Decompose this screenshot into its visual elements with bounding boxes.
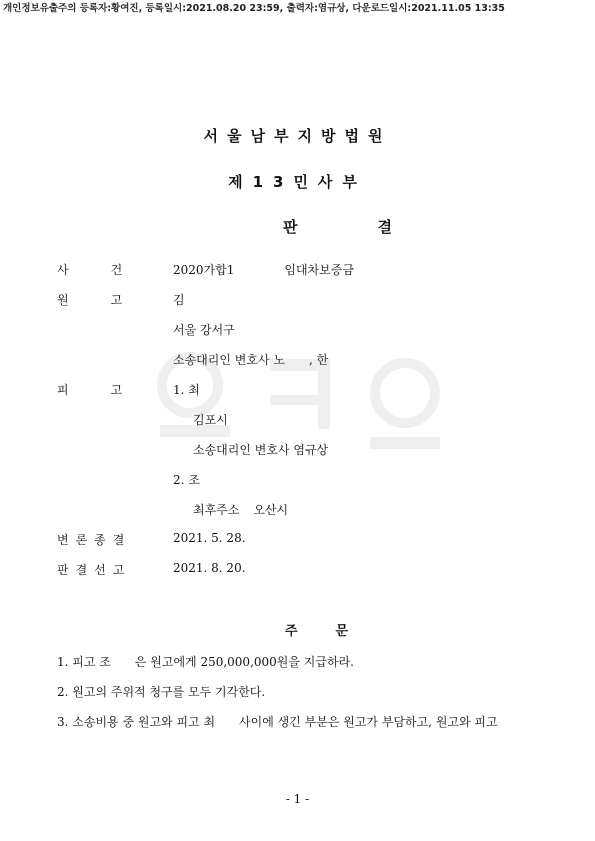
order-3-part-a: 3. 소송비용 중 원고와 피고 최 (57, 715, 216, 729)
order-1-part-a: 1. 피고 조 (57, 655, 111, 669)
case-name: 임대차보증금 (284, 263, 354, 277)
court-name: 서울남부지방법원 (203, 127, 392, 145)
order-1-part-b: 은 원고에게 250,000,000원을 지급하라. (134, 655, 354, 669)
defendant-2-name: 2. 조 (173, 473, 200, 487)
last-address-value: 오산시 (253, 503, 289, 517)
case-number: 2020가합1 (173, 263, 235, 277)
order-title: 주문 (284, 624, 387, 639)
defendant-1-name: 1. 최 (173, 383, 200, 397)
order-item-3 (57, 713, 498, 730)
defendant-1-address: 김포시 (193, 413, 228, 427)
page-number: - 1 - (285, 792, 310, 806)
closing-date: 2021. 5. 28. (173, 531, 246, 545)
order-3-part-b: 사이에 생긴 부분은 원고가 부담하고, 원고와 피고 (239, 715, 498, 729)
ruling-label: 판결선고 (57, 563, 132, 577)
defendant-label: 피고 (57, 383, 165, 397)
division-name: 제13민사부 (228, 173, 367, 191)
plaintiff-name: 김 (173, 293, 185, 307)
case-info (173, 261, 354, 278)
plaintiff-attorney-suffix: , 한 (308, 353, 329, 367)
last-address-label: 최후주소 (193, 503, 240, 517)
document-type-title: 판결 (283, 218, 472, 236)
defendant-1-attorney: 소송대리인 변호사 염규상 (193, 443, 329, 457)
ruling-date: 2021. 8. 20. (173, 561, 246, 575)
defendant-2-last-address (193, 501, 288, 518)
plaintiff-address: 서울 강서구 (173, 323, 235, 337)
document-access-header: 개인정보유출주의 등록자:황여진, 등록일시:2021.08.20 23:59, 출력자:염규상, 다운로드일시:2021.11.05 13:35 (3, 3, 505, 14)
plaintiff-attorneys (173, 351, 328, 368)
closing-label: 변론종결 (57, 533, 132, 547)
order-item-1 (57, 653, 354, 670)
plaintiff-label: 원고 (57, 293, 165, 307)
plaintiff-attorney-prefix: 소송대리인 변호사 노 (173, 353, 285, 367)
case-label: 사건 (57, 263, 165, 277)
order-item-2: 2. 원고의 주위적 청구를 모두 기각한다. (57, 685, 266, 699)
